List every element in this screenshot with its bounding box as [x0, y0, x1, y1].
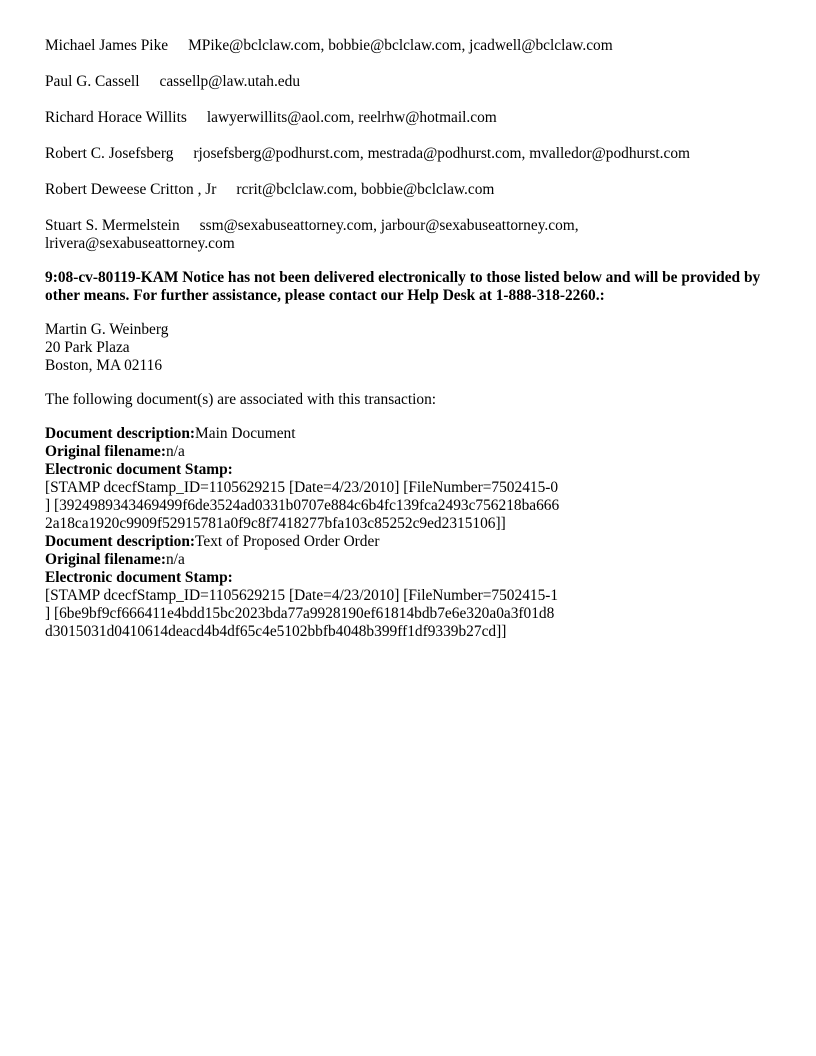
delivery-notice: 9:08-cv-80119-KAM Notice has not been delivered electronically to those listed below and will be provided by other means. For further assistance, please contact our Help Desk at 1-888-318-2260.:: [45, 269, 761, 304]
stamp-label: Electronic document Stamp:: [45, 569, 233, 586]
recipient-name: Robert Deweese Critton , Jr: [45, 181, 217, 198]
recipient-row: [45, 73, 785, 91]
original-filename-line: [45, 551, 785, 569]
stamp-text-line: 2a18ca1920c9909f52915781a0f9c8f7418277bfa103c85252c9ed2315106]]: [45, 515, 506, 532]
recipient-name: Michael James Pike: [45, 37, 169, 54]
recipient-row: [45, 145, 785, 163]
document-description-line: [45, 533, 785, 551]
stamp-label-line: [45, 461, 785, 479]
recipient-row: [45, 37, 785, 55]
stamp-text-line: d3015031d0410614deacd4b4df65c4e5102bbfb4048b399ff1df9339b27cd]]: [45, 623, 507, 640]
filename-label: Original filename:: [45, 551, 166, 568]
description-label: Document description:: [45, 533, 196, 550]
recipient-emails: ssm@sexabuseattorney.com, jarbour@sexabuseattorney.com, lrivera@sexabuseattorney.com: [45, 217, 579, 252]
description-label: Document description:: [45, 425, 196, 442]
recipient-emails: lawyerwillits@aol.com, reelrhw@hotmail.com: [206, 109, 497, 126]
recipient-name: Stuart S. Mermelstein: [45, 217, 180, 234]
stamp-label: Electronic document Stamp:: [45, 461, 233, 478]
stamp-text-line: [STAMP dcecfStamp_ID=1105629215 [Date=4/23/2010] [FileNumber=7502415-0: [45, 479, 559, 496]
recipient-emails: cassellp@law.utah.edu: [159, 73, 301, 90]
address-street: 20 Park Plaza: [45, 339, 130, 356]
filename-label: Original filename:: [45, 443, 166, 460]
stamp-text-line: [STAMP dcecfStamp_ID=1105629215 [Date=4/23/2010] [FileNumber=7502415-1: [45, 587, 559, 604]
filename-value: n/a: [165, 443, 185, 460]
document-list: [45, 425, 785, 641]
stamp-text-line: ] [6be9bf9cf666411e4bdd15bc2023bda77a9928190ef61814bdb7e6e320a0a3f01d8: [45, 605, 555, 622]
recipient-emails: rcrit@bclclaw.com, bobbie@bclclaw.com: [236, 181, 495, 198]
associated-documents-intro: The following document(s) are associated with this transaction:: [45, 391, 437, 408]
filename-value: n/a: [165, 551, 185, 568]
address-city: Boston, MA 02116: [45, 357, 163, 374]
description-value: Main Document: [195, 425, 296, 442]
recipient-name: Robert C. Josefsberg: [45, 145, 174, 162]
document-page: [45, 37, 785, 641]
mailing-address: [45, 321, 785, 375]
description-value: Text of Proposed Order Order: [195, 533, 380, 550]
recipient-row: [45, 217, 645, 253]
stamp-text-line: ] [3924989343469499f6de3524ad0331b0707e884c6b4fc139fca2493c756218ba666: [45, 497, 560, 514]
recipient-emails: rjosefsberg@podhurst.com, mestrada@podhurst.com, mvalledor@podhurst.com: [193, 145, 690, 162]
recipient-row: [45, 109, 785, 127]
recipient-emails: MPike@bclclaw.com, bobbie@bclclaw.com, jcadwell@bclclaw.com: [188, 37, 613, 54]
recipient-row: [45, 181, 785, 199]
recipient-name: Paul G. Cassell: [45, 73, 140, 90]
address-name: Martin G. Weinberg: [45, 321, 169, 338]
recipient-name: Richard Horace Willits: [45, 109, 187, 126]
original-filename-line: [45, 443, 785, 461]
document-description-line: [45, 425, 785, 443]
stamp-label-line: [45, 569, 785, 587]
